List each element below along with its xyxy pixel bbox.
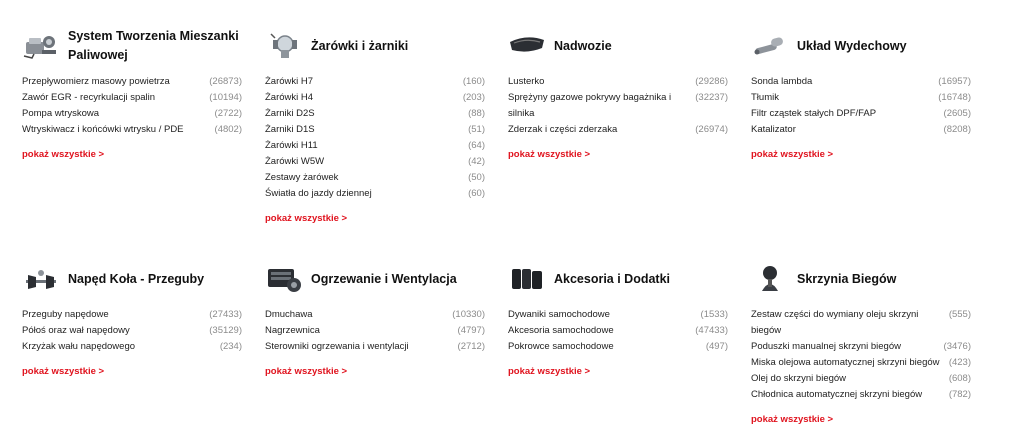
category-header[interactable] xyxy=(22,26,242,66)
category-title[interactable]: Skrzynia Biegów xyxy=(797,271,897,286)
category-title[interactable]: System Tworzenia Mieszanki Paliwowej xyxy=(68,29,239,62)
list-item[interactable]: Akcesoria samochodowe (47433) xyxy=(508,325,728,336)
list-item[interactable]: Sterowniki ogrzewania i wentylacji (2712) xyxy=(265,341,485,352)
category-title[interactable]: Akcesoria i Dodatki xyxy=(554,271,671,286)
category-header[interactable] xyxy=(508,26,728,66)
category-block-drive xyxy=(22,259,242,377)
show-all-link[interactable]: pokaż wszystkie > xyxy=(508,366,591,377)
list-item[interactable]: Pokrowce samochodowe (497) xyxy=(508,341,728,352)
list-item[interactable]: Żarniki D1S (51) xyxy=(265,124,485,135)
subcategory-list xyxy=(265,74,485,202)
gear-shift-icon xyxy=(751,261,789,297)
show-all-link[interactable]: pokaż wszystkie > xyxy=(265,366,348,377)
show-all-link[interactable]: pokaż wszystkie > xyxy=(751,414,834,425)
exhaust-icon xyxy=(751,28,789,64)
category-title[interactable]: Żarówki i żarniki xyxy=(311,38,409,53)
show-all-link[interactable]: pokaż wszystkie > xyxy=(751,149,834,160)
category-block-bulbs xyxy=(265,26,485,224)
list-item[interactable]: Tłumik (16748) xyxy=(751,92,971,103)
car-body-icon xyxy=(508,28,546,64)
category-header[interactable] xyxy=(751,26,971,66)
list-item[interactable]: Dmuchawa (10330) xyxy=(265,309,485,320)
category-header[interactable] xyxy=(265,259,485,299)
subcategory-list xyxy=(22,307,242,355)
list-item[interactable]: Żarówki H7 (160) xyxy=(265,76,485,87)
list-item[interactable]: Żarówki W5W (42) xyxy=(265,156,485,167)
list-item[interactable]: Filtr cząstek stałych DPF/FAP (2605) xyxy=(751,108,971,119)
category-header[interactable] xyxy=(265,26,485,66)
list-item[interactable]: Lusterko (29286) xyxy=(508,76,728,87)
subcategory-list xyxy=(751,74,971,138)
bulb-icon xyxy=(265,28,303,64)
list-item[interactable]: Przeguby napędowe (27433) xyxy=(22,309,242,320)
subcategory-list xyxy=(22,74,242,138)
list-item[interactable]: Chłodnica automatycznej skrzyni biegów (782) xyxy=(751,389,971,400)
show-all-link[interactable]: pokaż wszystkie > xyxy=(22,149,105,160)
list-item[interactable]: Nagrzewnica (4797) xyxy=(265,325,485,336)
list-item[interactable]: Zderzak i części zderzaka (26974) xyxy=(508,124,728,135)
category-block-exhaust xyxy=(751,26,971,160)
show-all-link[interactable]: pokaż wszystkie > xyxy=(22,366,105,377)
drive-shaft-icon xyxy=(22,261,60,297)
category-title[interactable]: Ogrzewanie i Wentylacja xyxy=(311,271,457,286)
list-item[interactable]: Pompa wtryskowa (2722) xyxy=(22,108,242,119)
list-item[interactable]: Żarówki H11 (64) xyxy=(265,140,485,151)
list-item[interactable]: Przepływomierz masowy powietrza (26873) xyxy=(22,76,242,87)
list-item[interactable]: Żarniki D2S (88) xyxy=(265,108,485,119)
subcategory-list xyxy=(508,74,728,138)
subcategory-list xyxy=(508,307,728,355)
category-title[interactable]: Nadwozie xyxy=(554,38,612,53)
fuel-system-icon xyxy=(22,28,60,64)
category-title[interactable]: Układ Wydechowy xyxy=(797,38,907,53)
list-item[interactable]: Katalizator (8208) xyxy=(751,124,971,135)
car-mats-icon xyxy=(508,261,546,297)
show-all-link[interactable]: pokaż wszystkie > xyxy=(265,213,348,224)
category-title[interactable]: Napęd Koła - Przeguby xyxy=(68,271,205,286)
heater-icon xyxy=(265,261,303,297)
list-item[interactable]: Zestawy żarówek (50) xyxy=(265,172,485,183)
category-header[interactable] xyxy=(22,259,242,299)
list-item[interactable]: Poduszki manualnej skrzyni biegów (3476) xyxy=(751,341,971,352)
list-item[interactable]: Zawór EGR - recyrkulacji spalin (10194) xyxy=(22,92,242,103)
list-item[interactable]: Miska olejowa automatycznej skrzyni biegów (423) xyxy=(751,357,971,368)
subcategory-list xyxy=(265,307,485,355)
list-item[interactable]: Zestaw części do wymiany oleju skrzyni biegów (555) xyxy=(751,309,971,336)
list-item[interactable]: Krzyżak wału napędowego (234) xyxy=(22,341,242,352)
list-item[interactable]: Sonda lambda (16957) xyxy=(751,76,971,87)
category-block-fuel-system xyxy=(22,26,242,160)
subcategory-list xyxy=(751,307,971,403)
list-item[interactable]: Olej do skrzyni biegów (608) xyxy=(751,373,971,384)
list-item[interactable]: Sprężyny gazowe pokrywy bagażnika i silnika (32237) xyxy=(508,92,728,119)
list-item[interactable]: Światła do jazdy dziennej (60) xyxy=(265,188,485,199)
category-block-heating xyxy=(265,259,485,377)
list-item[interactable]: Dywaniki samochodowe (1533) xyxy=(508,309,728,320)
list-item[interactable]: Wtryskiwacz i końcówki wtrysku / PDE (4802) xyxy=(22,124,242,135)
list-item[interactable]: Półoś oraz wał napędowy (35129) xyxy=(22,325,242,336)
category-block-accessories xyxy=(508,259,728,377)
category-block-body xyxy=(508,26,728,160)
show-all-link[interactable]: pokaż wszystkie > xyxy=(508,149,591,160)
list-item[interactable]: Żarówki H4 (203) xyxy=(265,92,485,103)
category-header[interactable] xyxy=(751,259,971,299)
category-header[interactable] xyxy=(508,259,728,299)
category-block-gearbox xyxy=(751,259,971,425)
